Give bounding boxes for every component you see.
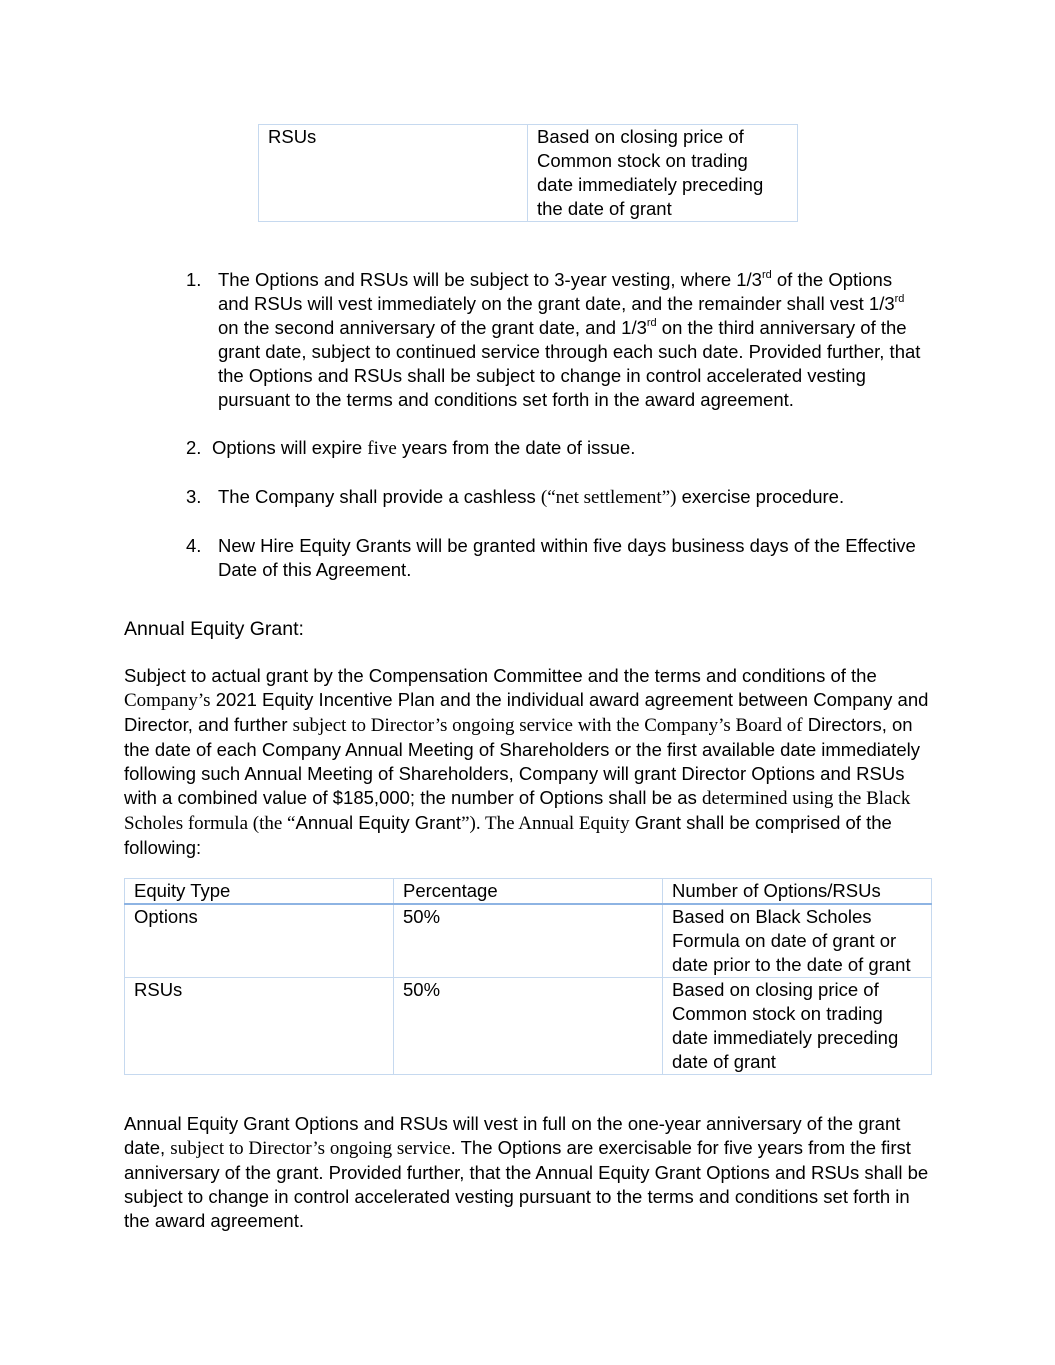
annual-equity-grant-heading: Annual Equity Grant: (124, 618, 304, 640)
vesting-paragraph (124, 1112, 929, 1233)
annual-grant-paragraph (124, 664, 929, 860)
paragraph-text-serif: determined using the Black Scholes formula (the “ (124, 788, 911, 834)
list-text: New Hire Equity Grants will be granted within five days business days of the Effective Date of this Agreement. (218, 535, 916, 580)
paragraph-text-serif: subject to Director’s ongoing service (170, 1138, 451, 1159)
paragraph-text: Grant shall be comprised of the following: (124, 812, 892, 858)
list-text: The Company shall provide a cashless (218, 486, 541, 507)
terms-list (186, 268, 928, 606)
table-cell: Based on closing price of Common stock on trading date immediately preceding the date of grant (528, 125, 798, 222)
list-number: 1. (186, 269, 202, 290)
paragraph-text: 2021 Equity Incentive Plan and the individual award agreement between Company and Director, and further (124, 689, 929, 735)
annual-grant-table (124, 878, 932, 1075)
paragraph-text: . The Options are exercisable for five years from the first anniversary of the grant. Provided further, that the Annual Equity Grant Options and RSUs shall be subject to change in control accelerated vesting pursuant to the terms and conditions set forth in the award agreement. (124, 1137, 929, 1231)
list-number: 3. (186, 486, 202, 507)
table-header-cell: Number of Options/RSUs (663, 879, 932, 905)
table-header-cell: Percentage (394, 879, 663, 905)
table-header-row (125, 879, 932, 905)
list-text-serif: (“net settlement”) (540, 487, 677, 508)
list-text: exercise procedure. (676, 486, 845, 507)
paragraph-text: Directors, on the date of each Company Annual Meeting of Shareholders or the first available date immediately following such Annual Meeting of Shareholders, Company will grant Director Options and RSUs with a combined value of $185,000; the number of Options shall be as (124, 714, 920, 808)
paragraph-text-serif: ”). The Annual Equity (461, 813, 630, 834)
table-row (259, 125, 798, 222)
table-cell: RSUs (259, 125, 528, 222)
table-cell: Options (125, 904, 394, 978)
superscript: rd (894, 293, 905, 305)
superscript: rd (646, 317, 657, 329)
list-item (186, 268, 928, 412)
list-text: The Options and RSUs will be subject to 3-year vesting, where 1/3 (218, 269, 762, 290)
list-text: on the third anniversary of the grant date, subject to continued service through each such date. Provided further, that the Options and RSUs shall be subject to change in control accelerated vesting pursuant to the terms and conditions set forth in the award agreement. (218, 317, 921, 410)
superscript: rd (761, 269, 772, 281)
table-cell: Based on closing price of Common stock on trading date immediately preceding date of grant (663, 978, 932, 1075)
list-item (186, 534, 928, 582)
list-number: 2. (186, 437, 202, 458)
table-row (125, 904, 932, 978)
list-text: of the Options and RSUs will vest immediately on the grant date, and the remainder shall vest 1/3 (218, 269, 895, 314)
list-text-serif: five (367, 438, 397, 459)
rsu-price-table (258, 124, 798, 222)
table-cell: 50% (394, 978, 663, 1075)
paragraph-text-serif: Company’s (124, 690, 211, 711)
paragraph-text-serif: subject to Director’s ongoing service with the Company’s Board of (292, 715, 803, 736)
table-cell: Based on Black Scholes Formula on date of grant or date prior to the date of grant (663, 904, 932, 978)
paragraph-text: Subject to actual grant by the Compensation Committee and the terms and conditions of the (124, 665, 877, 686)
table-row (125, 978, 932, 1075)
table-cell: 50% (394, 904, 663, 978)
table-cell: RSUs (125, 978, 394, 1075)
table-header-cell: Equity Type (125, 879, 394, 905)
list-text: on the second anniversary of the grant date, and 1/3 (218, 317, 647, 338)
paragraph-text: Annual Equity Grant Options and RSUs will vest in full on the one-year anniversary of the grant date, (124, 1113, 901, 1158)
paragraph-text: Annual Equity Grant (295, 812, 462, 833)
list-item (186, 436, 928, 461)
list-number: 4. (186, 535, 202, 556)
list-text: years from the date of issue. (396, 437, 636, 458)
list-text: Options will expire (212, 437, 368, 458)
list-item (186, 485, 928, 510)
